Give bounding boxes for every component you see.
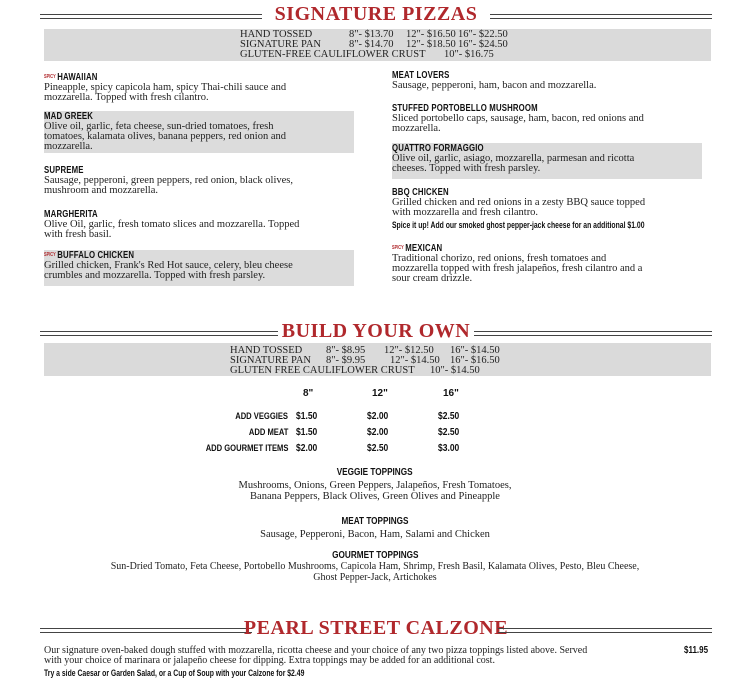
menu-item-supreme: SUPREME Sausage, pepperoni, green peppers, red onion, black olives, mushroom and mozzarella. [44,165,294,196]
calzone-price: $11.95 [684,645,709,656]
header-rule-right [490,14,712,19]
menu-item-mexican: SPICY MEXICAN Traditional chorizo, red onions, fresh tomatoes and mozzarella topped with fresh jalapeños, fresh cilantro and a sour cream drizzle. [392,243,643,284]
signature-price-box: HAND TOSSED 8"- $13.70 12"- $16.50 16"- $22.50 SIGNATURE PAN 8"- $14.70 12"- $18.50 16"- $24.50 GLUTEN-FREE CAULIFLOWER CRUST 10"- $16.75 [44,29,711,61]
signature-title: SIGNATURE PIZZAS [274,3,478,25]
size-header-8: 8" [303,388,314,399]
menu-item-quattro-formaggio: QUATTRO FORMAGGIO Olive oil, garlic, asiago, mozzarella, parmesan and ricotta cheeses. Topped with fresh parsley. [392,143,702,179]
header-rule-left [40,331,278,336]
veggie-toppings-title: VEGGIE TOPPINGS [337,466,413,478]
calzone-header [0,617,750,643]
signature-header [0,3,750,29]
build-price-box: HAND TOSSED 8"- $8.95 12"- $12.50 16"- $14.50 SIGNATURE PAN 8"- $9.95 12"- $14.50 16"- $16.50 GLUTEN FREE CAULIFLOWER CRUST 10"- $14.50 [44,343,711,376]
ghost-pepper-note: Spice it up! Add our smoked ghost pepper-jack cheese for an additional $1.00 [392,220,645,231]
spicy-badge-icon: SPICY [44,252,56,259]
menu-item-bbq-chicken: BBQ CHICKEN Grilled chicken and red onions in a zesty BBQ sauce topped with mozzarella and fresh cilantro. Spice it up! Add our smoked ghost pepper-jack cheese for an additional $1.00 [392,187,646,231]
menu-item-margherita: MARGHERITA Olive Oil, garlic, fresh tomato slices and mozzarella. Topped with fresh basil. [44,209,300,240]
calzone-side-note: Try a side Caesar or Garden Salad, or a Cup of Soup with your Calzone for $2.49 [44,668,305,679]
calzone-title: PEARL STREET CALZONE [243,617,509,639]
build-title: BUILD YOUR OWN [281,320,471,342]
header-rule-left [40,14,262,19]
menu-item-mad-greek: MAD GREEK Olive oil, garlic, feta cheese, sun-dried tomatoes, fresh tomatoes, kalamata olives, banana peppers, red onion and mozzarella. [44,111,354,153]
menu-item-stuffed-portobello: STUFFED PORTOBELLO MUSHROOM Sliced portobello caps, sausage, ham, bacon, red onions and mozzarella. [392,103,644,134]
gourmet-toppings-title: GOURMET TOPPINGS [331,549,419,561]
gourmet-toppings-list: Sun-Dried Tomato, Feta Cheese, Portobello Mushrooms, Capicola Ham, Shrimp, Fresh Basil, Kalamata Olives, Pesto, Bleu Cheese, Ghost Pepper-Jack, Artichokes [110,561,640,583]
header-rule-right [474,331,712,336]
size-header-12: 12" [372,388,388,399]
veggie-toppings-list: Mushrooms, Onions, Green Peppers, Jalapeños, Fresh Tomatoes, Banana Peppers, Black Olives, Green Olives and Pineapple [238,480,512,502]
menu-item-buffalo-chicken: SPICY BUFFALO CHICKEN Grilled chicken, Frank's Red Hot sauce, celery, bleu cheese crumbles and mozzarella. Topped with fresh parsley. [44,250,354,286]
spicy-badge-icon: SPICY [44,74,56,81]
header-rule-right [498,628,712,633]
header-rule-left [40,628,252,633]
spicy-badge-icon: SPICY [392,245,404,252]
size-header-16: 16" [443,388,459,399]
meat-toppings-list: Sausage, Pepperoni, Bacon, Ham, Salami and Chicken [260,529,490,540]
menu-item-meat-lovers: MEAT LOVERS Sausage, pepperoni, ham, bacon and mozzarella. [392,70,597,91]
meat-toppings-title: MEAT TOPPINGS [341,515,409,527]
menu-item-hawaiian: SPICY HAWAIIAN Pineapple, spicy capicola ham, spicy Thai-chili sauce and mozzarella. Topped with fresh cilantro. [44,72,287,103]
calzone-description: Our signature oven-baked dough stuffed with mozzarella, ricotta cheese and your choice of any two pizza toppings listed above. Served with your choice of marinara or jalapeño cheese for dipping. Extra toppings may be added for an additional cost. [44,645,588,666]
